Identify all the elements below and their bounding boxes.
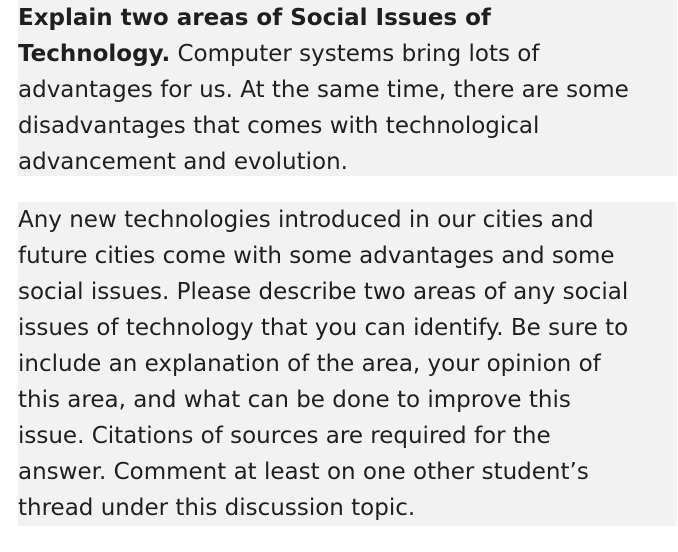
heading-line-2-rest: Computer systems bring lots of (170, 41, 540, 67)
intro-line-3: advantages for us. At the same time, there are some (18, 77, 629, 103)
instructions-line-5: include an explanation of the area, your opinion of (18, 351, 601, 377)
instructions-line-6: this area, and what can be done to improve this (18, 387, 571, 413)
instructions-line-3: social issues. Please describe two areas of any social (18, 279, 629, 305)
instructions-line-2: future cities come with some advantages and some (18, 243, 615, 269)
intro-line-5: advancement and evolution. (18, 149, 348, 175)
heading-bold-word: Technology. (18, 41, 171, 67)
intro-paragraph (18, 0, 677, 176)
instructions-text (18, 202, 667, 526)
instructions-paragraph (18, 202, 677, 526)
instructions-line-4: issues of technology that you can identify. Be sure to (18, 315, 629, 341)
heading-line-2 (18, 36, 667, 72)
instructions-line-1: Any new technologies introduced in our cities and (18, 207, 594, 233)
intro-text (18, 0, 667, 176)
intro-line-4: disadvantages that comes with technological (18, 113, 540, 139)
instructions-line-9: thread under this discussion topic. (18, 495, 416, 521)
heading-line-1: Explain two areas of Social Issues of (18, 5, 491, 31)
instructions-line-7: issue. Citations of sources are required for the (18, 423, 551, 449)
instructions-line-8: answer. Comment at least on one other student’s (18, 459, 589, 485)
